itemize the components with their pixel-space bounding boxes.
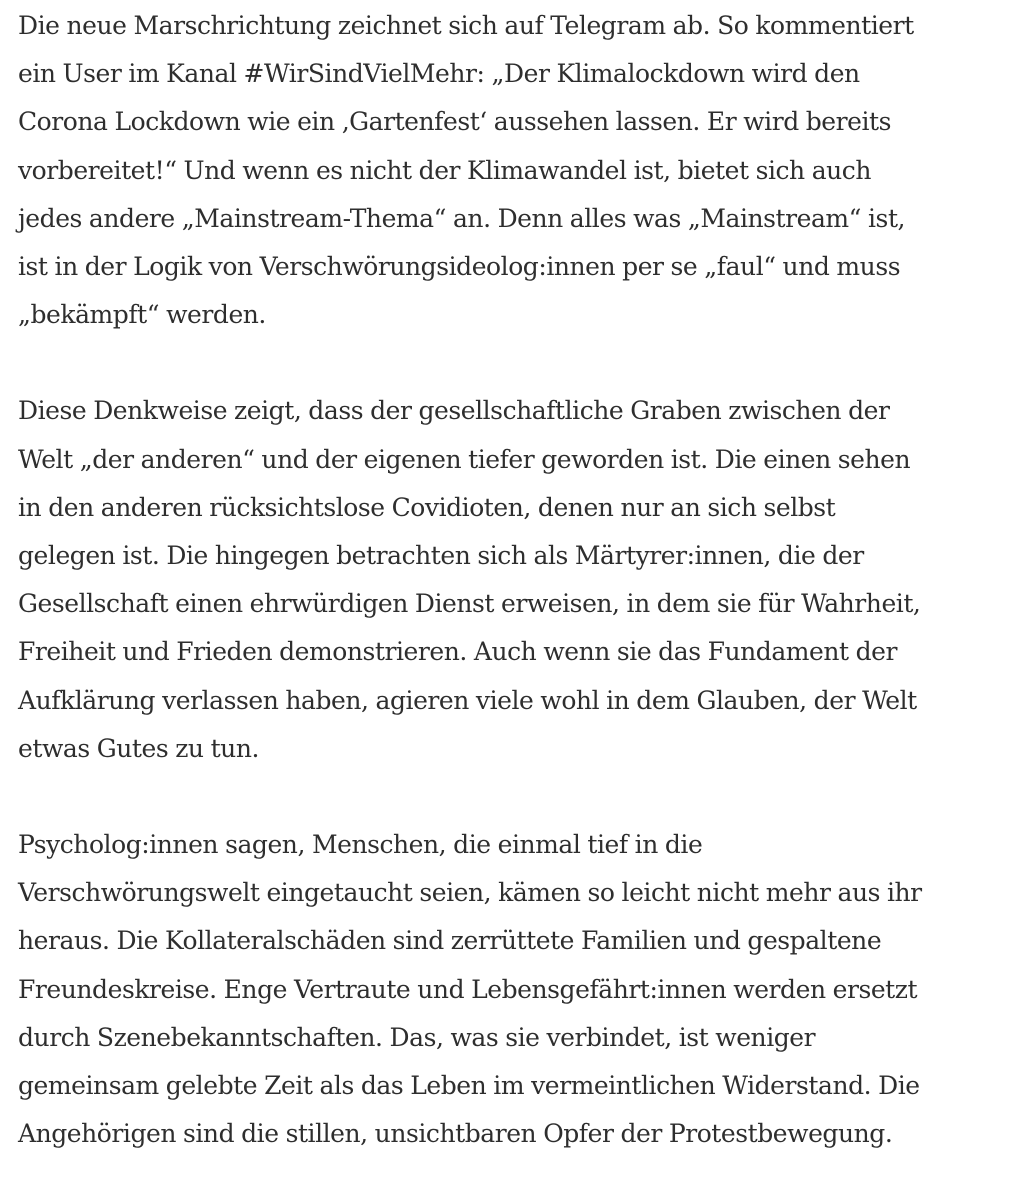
text-line: Welt „der anderen“ und der eigenen tiefer geworden ist. Die einen sehen (18, 444, 911, 474)
text-line: ein User im Kanal #WirSindVielMehr: „Der Klimalockdown wird den (18, 59, 860, 89)
text-line: gemeinsam gelebte Zeit als das Leben im vermeintlichen Widerstand. Die (18, 1071, 920, 1101)
text-line: etwas Gutes zu tun. (18, 733, 259, 763)
paragraph-1 (18, 2, 1008, 339)
text-line: heraus. Die Kollateralschäden sind zerrüttete Familien und gespaltene (18, 926, 882, 956)
paragraph-3 (18, 821, 1008, 1158)
text-line: vorbereitet!“ Und wenn es nicht der Klimawandel ist, bietet sich auch (18, 155, 872, 185)
paragraph-2 (18, 387, 1008, 773)
text-line: Freiheit und Frieden demonstrieren. Auch wenn sie das Fundament der (18, 637, 898, 667)
text-line: Die neue Marschrichtung zeichnet sich auf Telegram ab. So kommentiert (18, 11, 914, 40)
text-line: Angehörigen sind die stillen, unsichtbaren Opfer der Protestbewegung. (18, 1119, 893, 1149)
text-line: Psycholog:innen sagen, Menschen, die einmal tief in die (18, 830, 703, 860)
text-line: Verschwörungswelt eingetaucht seien, kämen so leicht nicht mehr aus ihr (18, 878, 922, 908)
text-line: jedes andere „Mainstream-Thema“ an. Denn alles was „Mainstream“ ist, (18, 203, 906, 233)
text-line: in den anderen rücksichtslose Covidioten, denen nur an sich selbst (18, 492, 836, 522)
text-line: Aufklärung verlassen haben, agieren viele wohl in dem Glauben, der Welt (18, 685, 917, 715)
text-line: ist in der Logik von Verschwörungsideolog:innen per se „faul“ und muss (18, 252, 901, 282)
text-line: Freundeskreise. Enge Vertraute und Lebensgefährt:innen werden ersetzt (18, 974, 918, 1004)
text-line: „bekämpft“ werden. (18, 300, 266, 330)
text-line: Diese Denkweise zeigt, dass der gesellschaftliche Graben zwischen der (18, 396, 890, 426)
text-line: Corona Lockdown wie ein ‚Gartenfest‘ aussehen lassen. Er wird bereits (18, 107, 892, 137)
text-line: durch Szenebekanntschaften. Das, was sie verbindet, ist weniger (18, 1022, 816, 1052)
text-line: Gesellschaft einen ehrwürdigen Dienst erweisen, in dem sie für Wahrheit, (18, 589, 921, 619)
text-line: gelegen ist. Die hingegen betrachten sich als Märtyrer:innen, die der (18, 541, 864, 571)
